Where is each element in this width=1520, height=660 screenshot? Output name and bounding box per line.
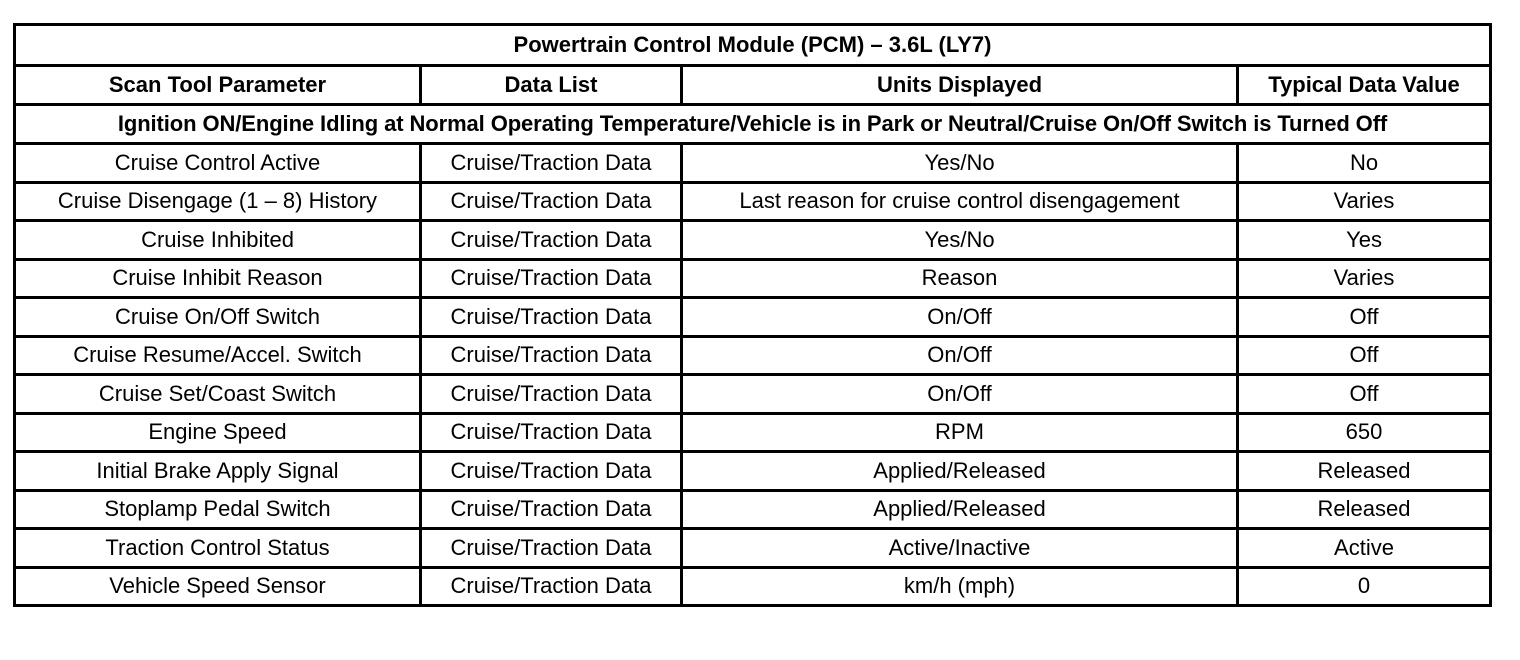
parameter-cell: Cruise Inhibited: [15, 221, 421, 260]
data-list-cell: Cruise/Traction Data: [421, 144, 682, 183]
units-cell: Applied/Released: [682, 490, 1238, 529]
typical-value-cell: Active: [1238, 529, 1491, 568]
typical-value-cell: Off: [1238, 298, 1491, 337]
typical-value-cell: Released: [1238, 490, 1491, 529]
units-cell: Active/Inactive: [682, 529, 1238, 568]
units-cell: On/Off: [682, 336, 1238, 375]
parameter-cell: Cruise Set/Coast Switch: [15, 375, 421, 414]
parameter-cell: Cruise Disengage (1 – 8) History: [15, 182, 421, 221]
parameter-cell: Initial Brake Apply Signal: [15, 452, 421, 491]
parameter-cell: Vehicle Speed Sensor: [15, 567, 421, 606]
data-list-cell: Cruise/Traction Data: [421, 336, 682, 375]
parameter-cell: Traction Control Status: [15, 529, 421, 568]
data-list-cell: Cruise/Traction Data: [421, 375, 682, 414]
table-row: [15, 567, 1491, 606]
data-list-cell: Cruise/Traction Data: [421, 298, 682, 337]
parameter-cell: Cruise Resume/Accel. Switch: [15, 336, 421, 375]
parameter-cell: Cruise Control Active: [15, 144, 421, 183]
table-title-row: [15, 25, 1491, 66]
typical-value-cell: Varies: [1238, 259, 1491, 298]
units-cell: RPM: [682, 413, 1238, 452]
table-row: [15, 144, 1491, 183]
header-scan-tool-parameter: Scan Tool Parameter: [15, 66, 421, 105]
units-cell: Reason: [682, 259, 1238, 298]
data-list-cell: Cruise/Traction Data: [421, 567, 682, 606]
data-list-cell: Cruise/Traction Data: [421, 221, 682, 260]
typical-value-cell: Yes: [1238, 221, 1491, 260]
typical-value-cell: Varies: [1238, 182, 1491, 221]
table-row: [15, 298, 1491, 337]
units-cell: Yes/No: [682, 221, 1238, 260]
table-row: [15, 413, 1491, 452]
table-row: [15, 336, 1491, 375]
typical-value-cell: Off: [1238, 375, 1491, 414]
data-list-cell: Cruise/Traction Data: [421, 259, 682, 298]
table-condition-row: [15, 105, 1491, 144]
data-list-cell: Cruise/Traction Data: [421, 490, 682, 529]
parameter-cell: Stoplamp Pedal Switch: [15, 490, 421, 529]
typical-value-cell: Released: [1238, 452, 1491, 491]
operating-condition: Ignition ON/Engine Idling at Normal Operating Temperature/Vehicle is in Park or Neutral/Cruise On/Off Switch is Turned Off: [15, 105, 1491, 144]
units-cell: km/h (mph): [682, 567, 1238, 606]
header-units-displayed: Units Displayed: [682, 66, 1238, 105]
data-list-cell: Cruise/Traction Data: [421, 529, 682, 568]
table-row: [15, 490, 1491, 529]
table-row: [15, 221, 1491, 260]
units-cell: Last reason for cruise control disengagement: [682, 182, 1238, 221]
header-typical-data-value: Typical Data Value: [1238, 66, 1491, 105]
table-body: [15, 25, 1491, 606]
table-row: [15, 375, 1491, 414]
table-title: Powertrain Control Module (PCM) – 3.6L (LY7): [15, 25, 1491, 66]
typical-value-cell: Off: [1238, 336, 1491, 375]
parameter-cell: Cruise Inhibit Reason: [15, 259, 421, 298]
table-row: [15, 452, 1491, 491]
units-cell: Applied/Released: [682, 452, 1238, 491]
table-row: [15, 259, 1491, 298]
units-cell: On/Off: [682, 375, 1238, 414]
parameter-cell: Cruise On/Off Switch: [15, 298, 421, 337]
table-row: [15, 182, 1491, 221]
units-cell: On/Off: [682, 298, 1238, 337]
data-list-cell: Cruise/Traction Data: [421, 413, 682, 452]
header-data-list: Data List: [421, 66, 682, 105]
units-cell: Yes/No: [682, 144, 1238, 183]
typical-value-cell: 0: [1238, 567, 1491, 606]
typical-value-cell: No: [1238, 144, 1491, 183]
parameter-cell: Engine Speed: [15, 413, 421, 452]
data-list-cell: Cruise/Traction Data: [421, 452, 682, 491]
typical-value-cell: 650: [1238, 413, 1491, 452]
table-row: [15, 529, 1491, 568]
pcm-data-table: [13, 23, 1492, 607]
data-list-cell: Cruise/Traction Data: [421, 182, 682, 221]
table-header-row: [15, 66, 1491, 105]
